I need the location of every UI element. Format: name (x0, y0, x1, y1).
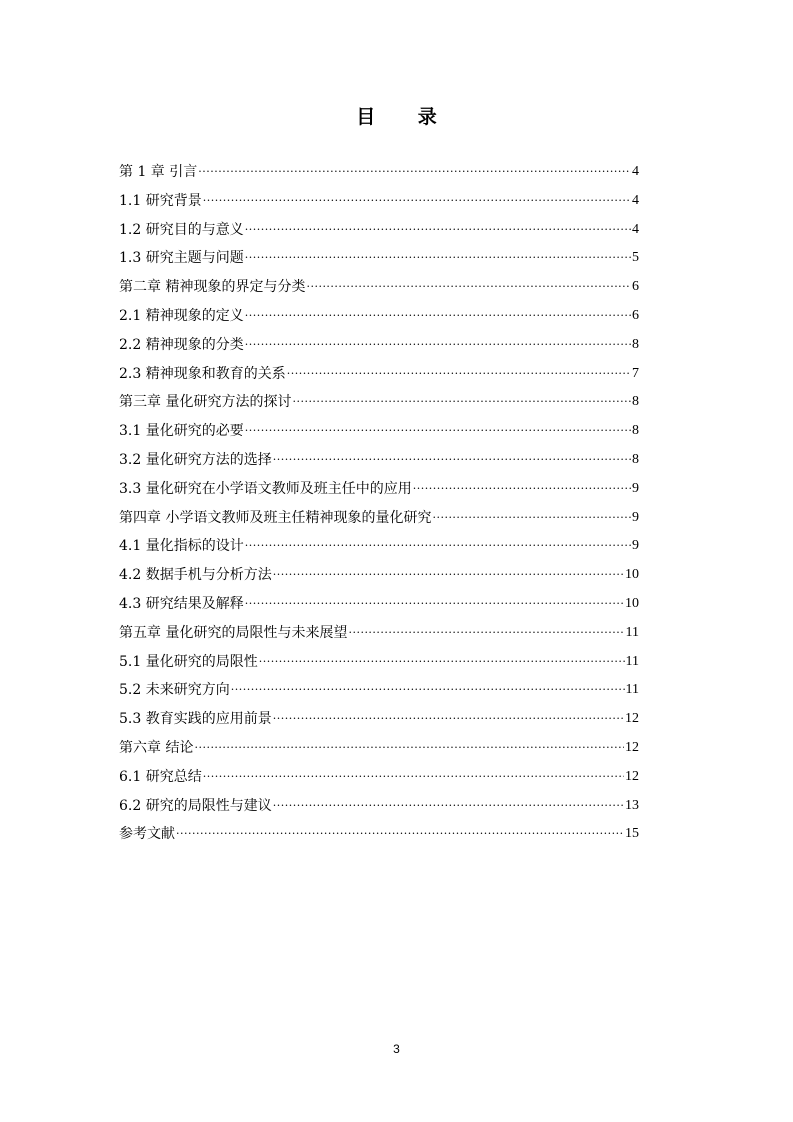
toc-entry-page: 9 (632, 538, 639, 554)
toc-dot-leader (287, 360, 631, 389)
toc-dot-leader (245, 244, 631, 273)
toc-dot-leader (292, 388, 631, 417)
toc-entry-label: 5.1 量化研究的局限性 (119, 653, 258, 670)
toc-entry-page: 12 (625, 768, 639, 784)
toc-entry-label: 3.1 量化研究的必要 (119, 423, 244, 440)
toc-entry-2-2[interactable] (119, 331, 639, 360)
toc-entry-page: 11 (625, 624, 639, 640)
toc-dot-leader (203, 763, 624, 792)
toc-entry-5-2[interactable] (119, 676, 639, 705)
toc-entry-5-3[interactable] (119, 705, 639, 734)
toc-entry-page: 6 (632, 307, 639, 323)
toc-dot-leader (306, 273, 631, 302)
toc-entry-label: 参考文献 (119, 826, 175, 843)
toc-entry-4-2[interactable] (119, 561, 639, 590)
toc-dot-leader (245, 532, 631, 561)
toc-entry-page: 5 (632, 250, 639, 266)
toc-entry-page: 9 (632, 509, 639, 525)
toc-entry-6-2[interactable] (119, 792, 639, 821)
toc-entry-page: 8 (632, 336, 639, 352)
toc-entry-label: 2.3 精神现象和教育的关系 (119, 365, 286, 382)
toc-entry-label: 第六章 结论 (119, 739, 194, 756)
toc-dot-leader (259, 648, 625, 677)
toc-entry-label: 3.2 量化研究方法的选择 (119, 451, 272, 468)
toc-entry-6-1[interactable] (119, 763, 639, 792)
toc-dot-leader (273, 705, 624, 734)
toc-entry-label: 1.3 研究主题与问题 (119, 250, 244, 267)
toc-entry-4-1[interactable] (119, 532, 639, 561)
toc-entry-label: 4.3 研究结果及解释 (119, 595, 244, 612)
toc-entry-label: 4.2 数据手机与分析方法 (119, 567, 272, 584)
toc-entry-page: 10 (625, 595, 639, 611)
page-title: 目 录 (356, 106, 455, 128)
toc-entry-label: 1.2 研究目的与意义 (119, 221, 244, 238)
toc-entry-ch1[interactable] (119, 158, 639, 187)
toc-entry-label: 第 1 章 引言 (119, 164, 198, 180)
toc-dot-leader (245, 331, 631, 360)
toc-entry-page: 15 (625, 826, 639, 842)
toc-entry-label: 1.1 研究背景 (119, 192, 202, 209)
toc-entry-5-1[interactable] (119, 648, 639, 677)
toc-entry-page: 13 (625, 797, 639, 813)
toc-entry-2-3[interactable] (119, 360, 639, 389)
toc-entry-label: 4.1 量化指标的设计 (119, 538, 244, 555)
toc-dot-leader (203, 187, 631, 216)
toc-entry-label: 5.2 未来研究方向 (119, 682, 230, 699)
toc-entry-1-1[interactable] (119, 187, 639, 216)
toc-entry-page: 12 (625, 711, 639, 727)
toc-entry-label: 3.3 量化研究在小学语文教师及班主任中的应用 (119, 480, 412, 497)
toc-dot-leader (245, 216, 631, 245)
toc-entry-1-2[interactable] (119, 216, 639, 245)
toc-entry-label: 第五章 量化研究的局限性与未来展望 (119, 624, 348, 641)
toc-entry-ch6[interactable] (119, 734, 639, 763)
page-number: 3 (393, 1042, 400, 1056)
toc-dot-leader (273, 561, 624, 590)
toc-dot-leader (273, 446, 631, 475)
toc-entry-page: 4 (632, 164, 639, 179)
toc-entry-3-3[interactable] (119, 475, 639, 504)
toc-entry-label: 2.1 精神现象的定义 (119, 307, 244, 324)
toc-entry-page: 7 (632, 365, 639, 381)
toc-entry-page: 8 (632, 394, 639, 410)
toc-entry-page: 4 (632, 192, 639, 208)
toc-entry-page: 8 (632, 451, 639, 467)
toc-entry-page: 11 (625, 653, 639, 669)
toc-dot-leader (245, 417, 631, 446)
toc-dot-leader (245, 590, 624, 619)
toc-entry-label: 6.2 研究的局限性与建议 (119, 797, 272, 814)
toc-entry-page: 8 (632, 423, 639, 439)
toc-dot-leader (348, 619, 624, 648)
toc-entry-references[interactable] (119, 820, 639, 849)
toc-entry-label: 第四章 小学语文教师及班主任精神现象的量化研究 (119, 509, 432, 526)
toc-dot-leader (245, 302, 631, 331)
toc-dot-leader (176, 820, 624, 849)
toc-entry-label: 5.3 教育实践的应用前景 (119, 711, 272, 728)
toc-entry-page: 6 (632, 279, 639, 295)
toc-entry-ch2[interactable] (119, 273, 639, 302)
toc-entry-2-1[interactable] (119, 302, 639, 331)
toc-entry-1-3[interactable] (119, 244, 639, 273)
toc-dot-leader (413, 475, 631, 504)
toc-dot-leader (432, 504, 631, 533)
toc-entry-page: 12 (625, 739, 639, 755)
toc-entry-label: 6.1 研究总结 (119, 768, 202, 785)
toc-entry-3-1[interactable] (119, 417, 639, 446)
toc-dot-leader (231, 676, 625, 705)
toc-entry-ch3[interactable] (119, 388, 639, 417)
toc-entry-3-2[interactable] (119, 446, 639, 475)
toc-entry-label: 2.2 精神现象的分类 (119, 336, 244, 353)
toc-entry-ch5[interactable] (119, 619, 639, 648)
toc-entry-page: 11 (625, 682, 639, 698)
toc-dot-leader (273, 792, 624, 821)
toc-dot-leader (198, 158, 631, 187)
toc-entry-label: 第二章 精神现象的界定与分类 (119, 279, 306, 296)
toc-entry-page: 9 (632, 480, 639, 496)
toc-entry-4-3[interactable] (119, 590, 639, 619)
toc-entry-page: 10 (625, 567, 639, 583)
toc-entry-label: 第三章 量化研究方法的探讨 (119, 394, 292, 411)
toc-entry-page: 4 (632, 221, 639, 237)
toc-dot-leader (194, 734, 624, 763)
table-of-contents (119, 158, 639, 849)
toc-entry-ch4[interactable] (119, 504, 639, 533)
